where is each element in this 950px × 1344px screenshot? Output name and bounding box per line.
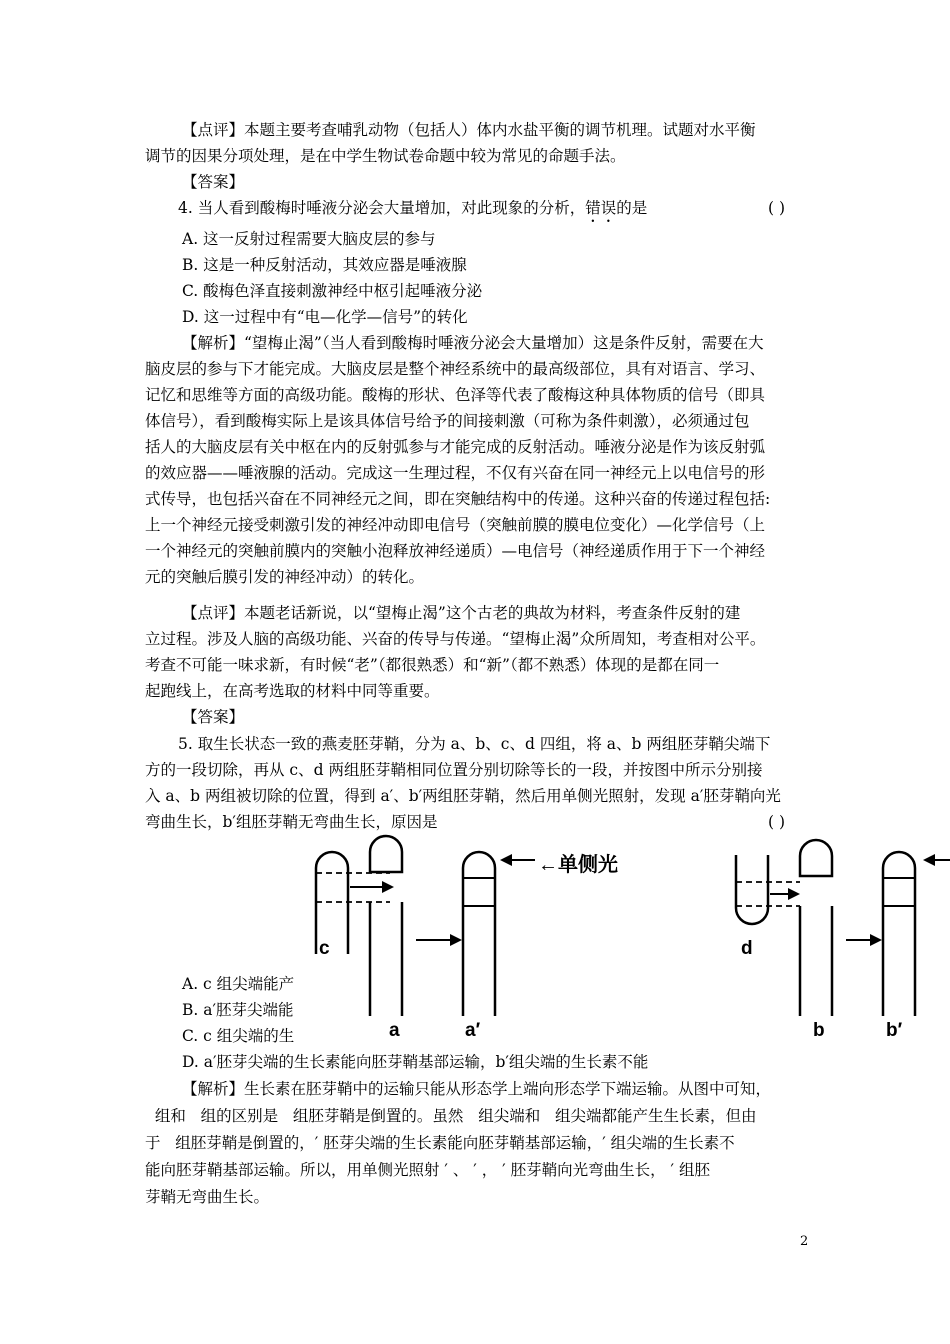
analysis-5-line: 芽鞘无弯曲生长。 [145, 1188, 270, 1206]
b-coleoptile-tip [800, 840, 832, 876]
q5-option-b: B. a′胚芽尖端能 [182, 1001, 294, 1019]
d-coleoptile-inverted [736, 855, 768, 924]
page-number: 2 [800, 1234, 809, 1249]
analysis-4-line: 脑皮层的参与下才能完成。大脑皮层是整个神经系统中的最高级部位，具有对语言、学习、 [145, 360, 766, 378]
q5-stem-line: 方的一段切除，再从 c、d 两组胚芽鞘相同位置分别切除等长的一段，并按图中所示分别接 [145, 761, 763, 779]
label-d: d [741, 938, 753, 959]
analysis-4-line: 式传导，也包括兴奋在不同神经元之间，即在突触结构中的传递。这种兴奋的传递过程包括: [145, 490, 771, 508]
analysis-5-line: 【解析】生长素在胚芽鞘中的运输只能从形态学上端向形态学下端运输。从图中可知， [182, 1080, 772, 1098]
a-arrowhead [450, 934, 462, 946]
d-transfer-arrowhead [788, 888, 800, 900]
q4-stem: 4. 当人看到酸梅时唾液分泌会大量增加，对此现象的分析，错误的是 [178, 199, 648, 217]
q4-option-c: C. 酸梅色泽直接刺激神经中枢引起唾液分泌 [182, 282, 483, 300]
analysis-4-line: 一个神经元的突触前膜内的突触小泡释放神经递质）—电信号（神经递质作用于下一个神经 [145, 542, 766, 560]
analysis-4-line: 的效应器——唾液腺的活动。完成这一生理过程，不仅有兴奋在同一神经元上以电信号的形 [145, 464, 766, 482]
q4-option-d: D. 这一过程中有“电—化学—信号”的转化 [182, 308, 468, 326]
b-coleoptile-base [800, 906, 832, 1016]
c-coleoptile-tip [316, 852, 348, 900]
a-prime-coleoptile [463, 852, 495, 1016]
a-coleoptile-tip [370, 836, 402, 872]
analysis-5-line: 组和 组的区别是 组胚芽鞘是倒置的。虽然 组尖端和 组尖端都能产生生长素，但由 [145, 1107, 757, 1125]
review-1-line-1: 【点评】本题主要考查哺乳动物（包括人）体内水盐平衡的调节机理。试题对水平衡 [182, 121, 756, 139]
review-4-line: 【点评】本题老话新说，以“望梅止渴”这个古老的典故为材料，考查条件反射的建 [182, 604, 741, 622]
q5-option-a: A. c 组尖端能产 [182, 975, 295, 993]
analysis-4-line: 元的突触后膜引发的神经冲动）的转化。 [145, 568, 425, 586]
review-4-line: 起跑线上，在高考选取的材料中同等重要。 [145, 682, 440, 700]
light-arrowhead [500, 854, 512, 866]
analysis-5-line: 于 组胚芽鞘是倒置的，′ 胚芽尖端的生长素能向胚芽鞘基部运输，′ 组尖端的生长素不 [145, 1134, 735, 1152]
q4-option-b: B. 这是一种反射活动，其效应器是唾液腺 [182, 256, 467, 274]
label-a-prime: a′ [465, 1020, 481, 1041]
analysis-4-line: 记忆和思维等方面的高级功能。酸梅的形状、色泽等代表了酸梅这种具体物质的信号（即具 [145, 386, 766, 404]
b-prime-coleoptile [883, 852, 915, 1016]
light-arrowhead-right [923, 854, 935, 866]
c-transfer-arrowhead [382, 881, 394, 893]
a-coleoptile-base [370, 902, 402, 1016]
review-4-line: 立过程。涉及人脑的高级功能、兴奋的传导与传递。“望梅止渴”众所周知，考查相对公平。 [145, 630, 766, 648]
q4-answer-paren: ( ) [768, 199, 786, 217]
analysis-4-line: 上一个神经元接受刺激引发的神经冲动即电信号（突触前膜的膜电位变化）—化学信号（上 [145, 516, 766, 534]
review-4-line: 考查不可能一味求新，有时候“老”（都很熟悉）和“新”（都不熟悉）体现的是都在同一 [145, 656, 720, 674]
analysis-4-line: 括人的大脑皮层有关中枢在内的反射弧参与才能完成的反射活动。唾液分泌是作为该反射弧 [145, 438, 766, 456]
light-label: ←单侧光 [538, 854, 618, 876]
review-1-line-2: 调节的因果分项处理，是在中学生物试卷命题中较为常见的命题手法。 [145, 147, 626, 165]
q5-stem-line: 入 a、b 两组被切除的位置，得到 a′、b′两组胚芽鞘，然后用单侧光照射，发现 a′胚芽鞘向光 [145, 787, 781, 805]
q5-answer-paren: ( ) [768, 813, 786, 831]
answer-4-label: 【答案】 [182, 708, 245, 726]
answer-1-label: 【答案】 [182, 173, 245, 191]
analysis-5-line: 能向胚芽鞘基部运输。所以，用单侧光照射 ′ 、 ′ ， ′ 胚芽鞘向光弯曲生长， ′ 组胚 [145, 1161, 710, 1179]
analysis-4-line: 【解析】“望梅止渴”（当人看到酸梅时唾液分泌会大量增加）这是条件反射，需要在大 [182, 334, 764, 352]
label-b-prime: b′ [886, 1020, 903, 1041]
q5-stem-line: 弯曲生长，b′组胚芽鞘无弯曲生长，原因是 [145, 813, 438, 831]
b-arrowhead [870, 934, 882, 946]
label-b: b [813, 1020, 825, 1041]
q5-stem-line: 5. 取生长状态一致的燕麦胚芽鞘，分为 a、b、c、d 四组，将 a、b 两组胚芽鞘尖端下 [178, 735, 771, 753]
q4-option-a: A. 这一反射过程需要大脑皮层的参与 [182, 230, 436, 248]
label-a: a [389, 1020, 400, 1041]
q5-option-d: D. a′胚芽尖端的生长素能向胚芽鞘基部运输，b′组尖端的生长素不能 [182, 1053, 649, 1071]
q5-option-c: C. c 组尖端的生 [182, 1027, 295, 1045]
analysis-4-line: 体信号），看到酸梅实际上是该具体信号给予的间接刺激（可称为条件刺激），必须通过包 [145, 412, 750, 430]
label-c: c [319, 938, 330, 959]
